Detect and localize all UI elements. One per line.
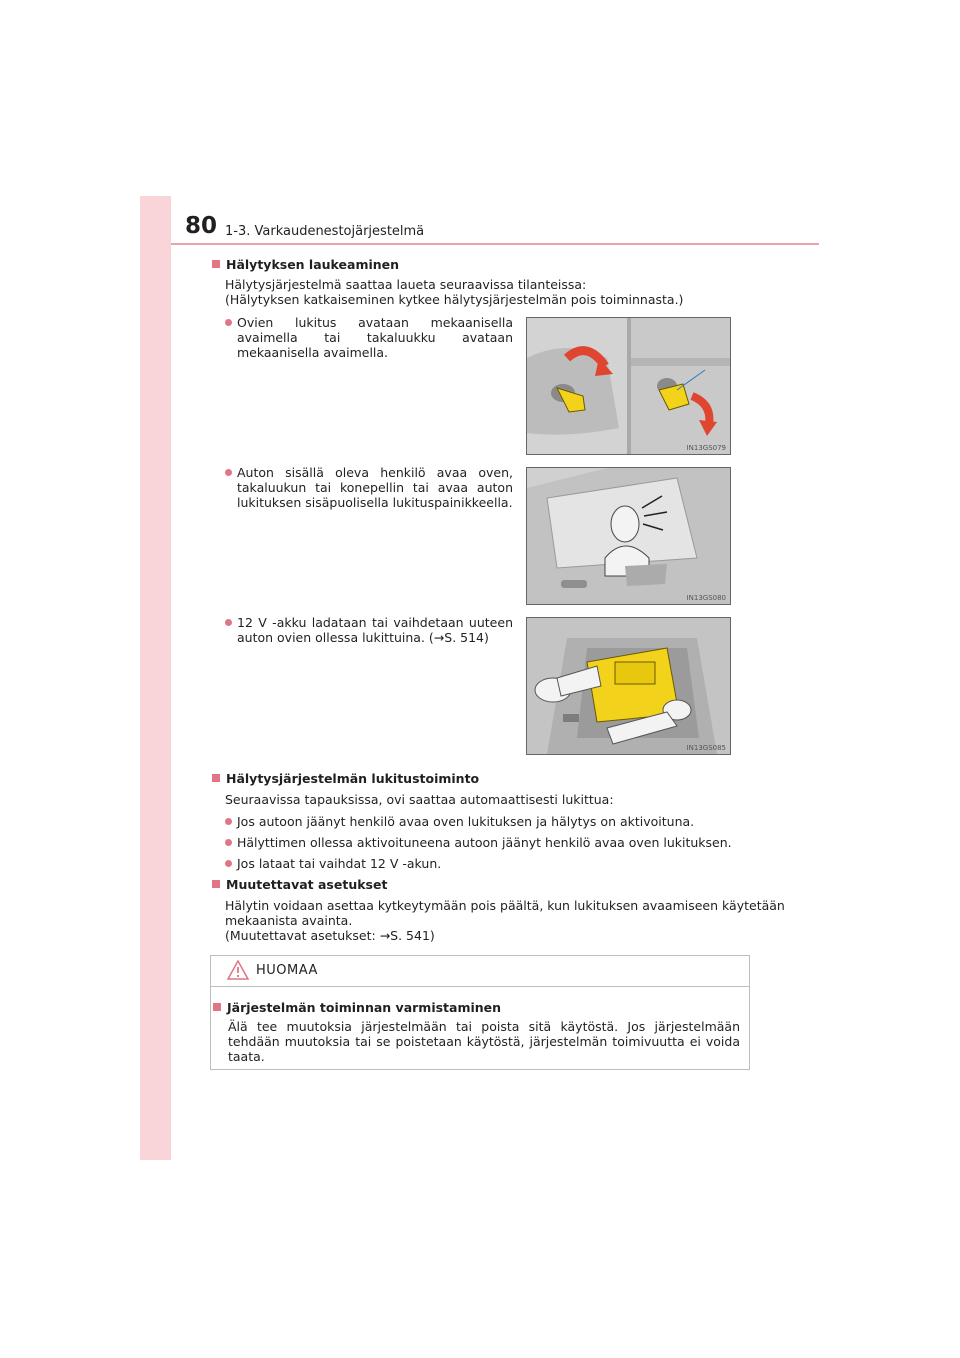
section-heading-lock-function: Hälytysjärjestelmän lukitustoiminto [212,771,479,786]
bullet-item: Jos autoon jäänyt henkilö avaa oven lukituksen ja hälytys on aktivoituna. [225,814,694,829]
figure-12v-battery [526,617,731,755]
warning-icon [227,960,249,980]
notice-heading: Järjestelmän toiminnan varmistaminen [213,1000,501,1015]
section-intro-line: Seuraavissa tapauksissa, ovi saattaa automaattisesti lukittua: [225,792,614,807]
bullet-item: Hälyttimen ollessa aktivoituneena autoon jäänyt henkilö avaa oven lukituksen. [225,835,732,850]
section-text-line: (Muutettavat asetukset: →S. 541) [225,928,435,943]
round-bullet-icon [225,319,232,326]
notice-box [210,955,750,1070]
round-bullet-icon [225,469,232,476]
header-rule [171,243,819,245]
section-intro-line: Hälytysjärjestelmä saattaa laueta seuraavissa tilanteissa: [225,277,587,292]
round-bullet-icon [225,818,232,825]
square-bullet-icon [212,260,220,268]
bullet-item: Ovien lukitus avataan mekaanisella avaimella tai takaluukku avataan mekaanisella avaimella. [225,315,513,360]
figure-code: IN13GS085 [686,744,726,752]
section-intro-line: (Hälytyksen katkaiseminen kytkee hälytysjärjestelmän pois toiminnasta.) [225,292,684,307]
notice-header [211,956,749,987]
round-bullet-icon [225,860,232,867]
round-bullet-icon [225,619,232,626]
square-bullet-icon [213,1003,221,1011]
figure-code: IN13GS079 [686,444,726,452]
section-heading-alarm-trigger: Hälytyksen laukeaminen [212,257,399,272]
chapter-title: 1-3. Varkaudenestojärjestelmä [225,224,425,239]
figure-mechanical-key [526,317,731,455]
page-number: 80 [185,213,218,239]
notice-text: Älä tee muutoksia järjestelmään tai poista sitä käytöstä. Jos järjestelmään tehdään muutoksia tai se poistetaan käytöstä, järjestelmän toimivuutta ei voida taata. [228,1019,740,1064]
bullet-item: Auton sisällä oleva henkilö avaa oven, takaluukun tai konepellin tai avaa auton lukituksen sisäpuolisella lukituspainikkeella. [225,465,513,510]
figure-person-in-car [526,467,731,605]
bullet-item: Jos lataat tai vaihdat 12 V -akun. [225,856,441,871]
section-text-line: Hälytin voidaan asettaa kytkeytymään pois päältä, kun lukituksen avaamiseen käytetään [225,898,785,913]
section-heading-custom-settings: Muutettavat asetukset [212,877,387,892]
figure-code: IN13GS080 [686,594,726,602]
bullet-item: 12 V -akku ladataan tai vaihdetaan uuteen auton ovien ollessa lukittuina. (→S. 514) [225,615,513,645]
square-bullet-icon [212,774,220,782]
notice-title: HUOMAA [256,963,318,978]
round-bullet-icon [225,839,232,846]
chapter-sidebar [140,196,171,1160]
square-bullet-icon [212,880,220,888]
section-text-line: mekaanista avainta. [225,913,353,928]
